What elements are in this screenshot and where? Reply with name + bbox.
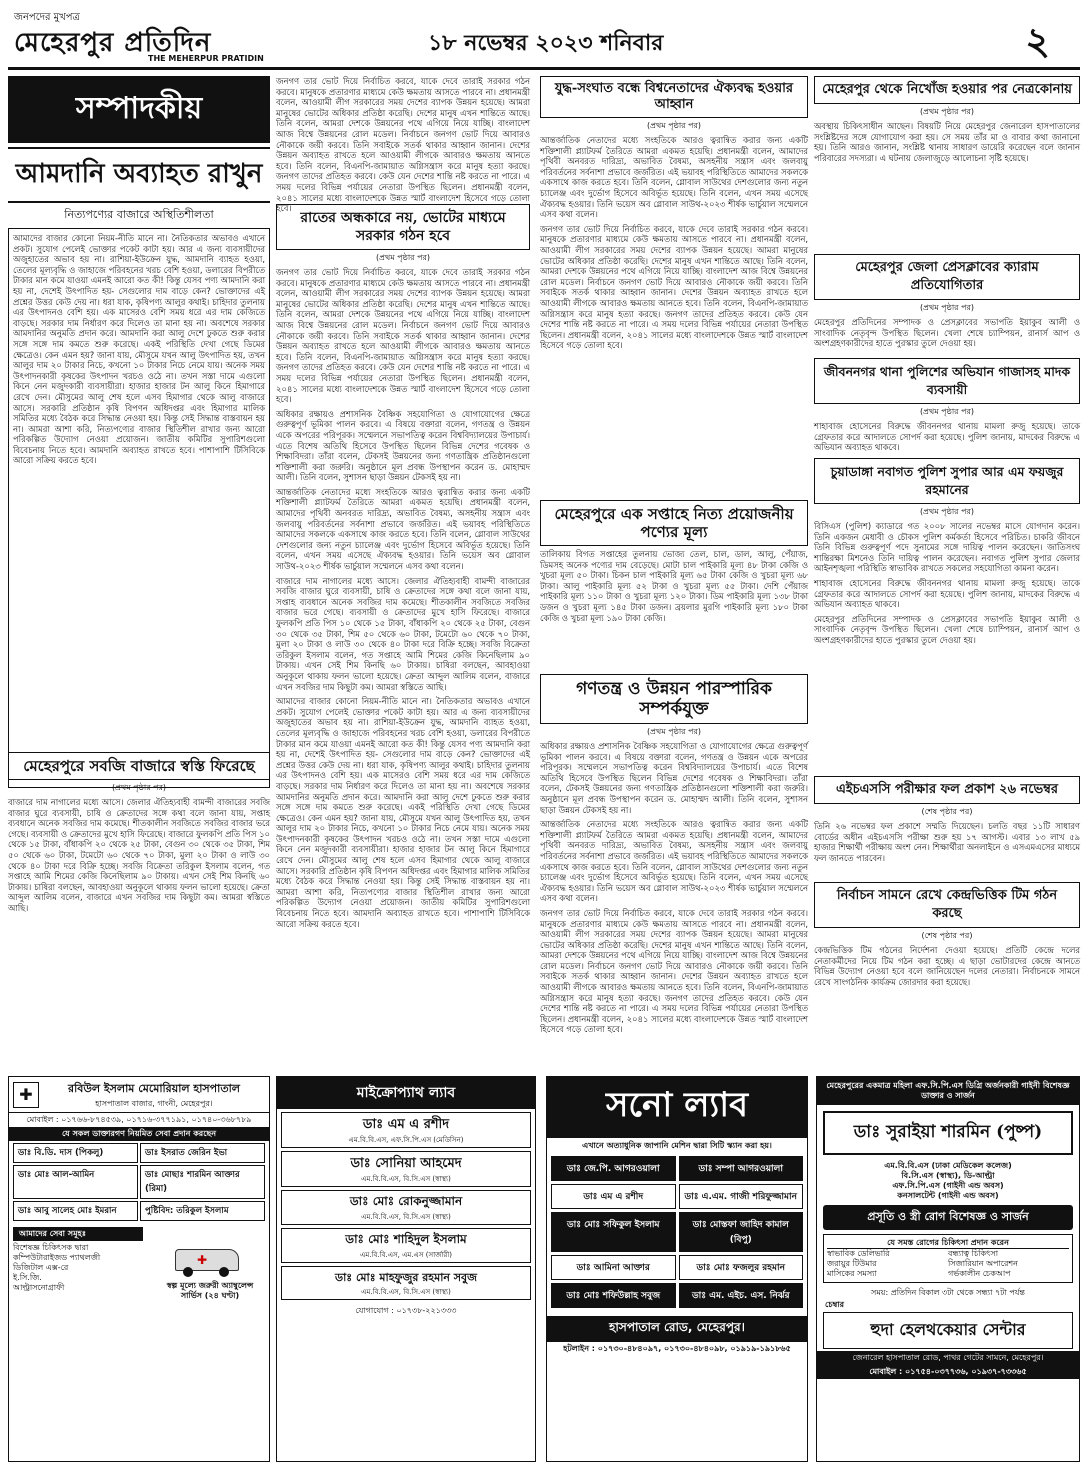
doctor-card: ডাঃ এম. এইচ. এস. নির্ঝর: [679, 1283, 804, 1308]
ad-our-services: আমাদের সেবা সমূহঃ: [13, 1227, 143, 1241]
doctor-card: ডাঃ মোঃ রোকনুজ্জামান এম.বি.বি.এস, বি.সি.এস (স্বাস্থ্য): [281, 1190, 531, 1225]
vegetable-body: বাজারে দাম নাগালের মধ্যে আসে। জেলার ঐতিহ্যবাহী বামন্দী বাজারের সবজি বাজার ঘুরে ব্যবসায়ী, চাষি ও ক্রেতাদের সঙ্গে কথা বলে জানা যায়, সপ্তাহ ব্যবধানে অনেক সবজির দাম কমেছে। শীতকালীন সবজিতে সবজির বাজার ভরে গেছে। ব্যবসায়ী ও ক্রেতাদের মুখে হাসি ফিরেছে। বাজারে ফুলকপি প্রতি পিস ১০ থেকে ১৫ টাকা, বাঁধাকপি ২০ থেকে ২৫ টাকা, বেগুন ৩০ থেকে ৩৫ টাকা, শিম ৫০ থেকে ৬০ টাকা, টমেটো ৬০ থেকে ৭০ টাকা, মুলা ২০ টাকা ও লাউ ৩০ থেকে ৪০ টাকা দরে বিক্রি হচ্ছে। সবজি বিক্রেতা তরিকুল ইসলাম বলেন, গত সপ্তাহে আমি শিমের কেজি কিনেছিলাম ৯০ টাকায়। এখন সেই শিম কিনছি ৬০ টাকায়। চাষিরা বলছেন, আবহাওয়া অনুকূলে থাকায় ফলন ভালো হয়েছে। ক্রেতা আব্দুল আলিম বলেন, বাজারে এখন সবজির দাম কিছুটা কম। আমরা স্বস্তিতে আছি।: [8, 797, 270, 913]
doctor-degree: বি.সি.এস (স্বাস্থ্য), ডি-আল্ট্রা: [901, 1171, 995, 1180]
war-body: আন্তর্জাতিক নেতাদের মধ্যে সংহতিকে আরও ত্বরান্বিত করার জন্য একটি শক্তিশালী প্ল্যাটফর্ম তৈরিতে আমরা একমত হয়েছি। প্রধানমন্ত্রী বলেন, আমাদের পৃথিবী অনবরত দারিদ্র্য, অভাবিত বৈষম্য, অসহনীয় সন্ত্রাস এবং জলবায়ু পরিবর্তনের সর্বনাশা প্রভাবে জর্জরিত। এই ভয়াবহ পরিস্থিতিতে আমাদের সকলকে একসাথে কাজ করতে হবে। তিনি বলেন, গ্লোবাল সাউথের দেশগুলোর জন্য নতুন চ্যালেঞ্জ এবং দুর্ভোগ হিসেবে অবির্ভূত হয়েছে। তিনি বলেন, এখন সময় এসেছে ঐক্যবদ্ধ হওয়ার। তিনি ভয়েস অব গ্লোবাল সাউথ-২০২৩ শীর্ষক ভার্চুয়াল সম্মেলনে এসব কথা বলেন।: [540, 135, 808, 220]
ambulance-text: স্বল্প মূল্যে জরুরী অ্যাম্বুলেন্স সার্ভিস (২৪ ঘণ্টা): [166, 1281, 254, 1300]
ad-rabiul-hospital: [8, 1076, 270, 1462]
doctor-card: ডাঃ সোনিয়া আহমেদ এম.বি.বি.এস, বি.সি.এস (স্বাস্থ্য): [281, 1151, 531, 1187]
night-body-4: বাজারে দাম নাগালের মধ্যে আসে। জেলার ঐতিহ্যবাহী বামন্দী বাজারের সবজি বাজার ঘুরে ব্যবসায়ী, চাষি ও ক্রেতাদের সঙ্গে কথা বলে জানা যায়, সপ্তাহ ব্যবধানে অনেক সবজির দাম কমেছে। শীতকালীন সবজিতে সবজির বাজার ভরে গেছে। ব্যবসায়ী ও ক্রেতাদের মুখে হাসি ফিরেছে। বাজারে ফুলকপি প্রতি পিস ১০ থেকে ১৫ টাকা, বাঁধাকপি ২০ থেকে ২৫ টাকা, বেগুন ৩০ থেকে ৩৫ টাকা, শিম ৫০ থেকে ৬০ টাকা, টমেটো ৬০ থেকে ৭০ টাকা, মুলা ২০ টাকা ও লাউ ৩০ থেকে ৪০ টাকা দরে বিক্রি হচ্ছে। সবজি বিক্রেতা তরিকুল ইসলাম বলেন, গত সপ্তাহে আমি শিমের কেজি কিনেছিলাম ৯০ টাকায়। এখন সেই শিম কিনছি ৬০ টাকায়। চাষিরা বলছেন, আবহাওয়া অনুকূলে থাকায় ফলন ভালো হয়েছে। ক্রেতা আব্দুল আলিম বলেন, বাজারে এখন সবজির দাম কিছুটা কম। আমরা স্বস্তিতে আছি।: [276, 575, 530, 692]
election-news: [814, 882, 1080, 1070]
war-news: [540, 76, 808, 496]
vegetable-headline: মেহেরপুরে সবজি বাজারে স্বস্তি ফিরেছে: [8, 752, 270, 780]
ad-phone: মোবাইল : ০১৭৫৪-০৩৭৭৩৬, ০১৯৩৭-৭৩৩৬৫: [817, 1365, 1079, 1379]
ad-micropath-lab: [276, 1076, 536, 1462]
editorial-subhead: নিত্যপণ্যের বাজারে অস্থিতিশীলতা: [64, 208, 214, 221]
election-body: কেন্দ্রভিত্তিক টিম গঠনের নির্দেশনা দেওয়া হয়েছে। প্রতিটি কেন্দ্রে দলের নেতাকর্মীদের নিয়ে টিম গঠন করা হচ্ছে। এ ছাড়া ভোটারদের কেন্দ্রে আনতে বিভিন্ন উদ্যোগ নেওয়া হবে বলে জানিয়েছেন দলের নেতারা। নির্বাচনকে সামনে রেখে সাংগঠনিক কার্যক্রম জোরদার করা হয়েছে।: [814, 945, 1080, 987]
doctor-card: পুষ্টিবিদ: তরিকুল ইসলাম: [140, 1201, 265, 1221]
editorial-column: [8, 76, 270, 746]
sp-body: বিসিএস (পুলিশ) ক্যাডারে গত ২০০৮ সালের নভেম্বর মাসে যোগদান করেন। তিনি একজন মেধাবী ও চৌকস পুলিশ কর্মকর্তা হিসেবে পরিচিত। চাকরি জীবনে তিনি বিভিন্ন গুরুত্বপূর্ণ পদে সুনামের সঙ্গে দায়িত্ব পালন করেছেন। জাতিসংঘ শান্তিরক্ষা মিশনেও তিনি দায়িত্ব পালন করেছেন। নবাগত পুলিশ সুপার জেলার আইনশৃঙ্খলা পরিস্থিতি স্বাভাবিক রাখতে সকলের সহযোগিতা কামনা করেন।: [814, 521, 1080, 574]
editorial-banner: সম্পাদকীয়: [8, 76, 270, 143]
ad-intro: মেহেরপুরের একমাত্র মহিলা এফ.সি.পি.এস ডিগ্রি অর্জনকারী গাইনী বিশেষজ্ঞ ডাক্তার ও সার্জন: [817, 1077, 1079, 1105]
editorial-headline: আমদানি অব্যাহত রাখুন: [8, 147, 270, 203]
continued-label: (প্রথম পৃষ্ঠার পর): [646, 727, 702, 736]
carrom-news: [814, 254, 1080, 354]
price-body: তালিকায় বিগত সপ্তাহের তুলনায় ভোজ্য তেল, চাল, ডাল, আলু, পেঁয়াজ, ডিমসহ অনেক পণ্যের দাম বেড়েছে। মোটা চাল পাইকারি মূল্য ৪৮ টাকা কেজি ও খুচরা মূল্য ৫০ টাকা। চিকন চাল পাইকারি মূল্য ৬৫ টাকা কেজি ও খুচরা মূল্য ৬৮ টাকা। আলু পাইকারি মূল্য ৫২ টাকা ও খুচরা মূল্য ৫৫ টাকা। দেশি পেঁয়াজ পাইকারি মূল্য ১১০ টাকা ও খুচরা মূল্য ১২০ টাকা। ডিম পাইকারি মূল্য ১৩৮ টাকা ডজন ও খুচরা মূল্য ১৪৫ টাকা ডজন। ব্রয়লার মুরগি পাইকারি মূল্য ১৮০ টাকা কেজি ও খুচরা মূল্য ১৯০ টাকা কেজি।: [540, 549, 808, 623]
doctor-card: ডাঃ জে.পি. আগরওয়ালা: [551, 1156, 676, 1181]
police-body: শাহাবাজ হোসেনের বিরুদ্ধে জীবননগর থানায় মামলা রুজু হয়েছে। তাকে গ্রেফতার করে আদালতে সোপর্দ করা হয়েছে। পুলিশ জানায়, মাদকের বিরুদ্ধে এ অভিযান অব্যাহত থাকবে।: [814, 421, 1080, 453]
missing-body: অবস্থায় চিকিৎসাধীন আছেন। বিষয়টি নিয়ে মেহেরপুর জেনারেল হাসপাতালের সংশ্লিষ্টদের সঙ্গে যোগাযোগ করা হয়। সে সময় তাঁর মা ও বাবার কথা জানানো হয়। তিনি আরও জানান, সংশ্লিষ্ট থানায় সাধারণ ডায়েরি করেছেন বলে জানান পরিবারের সদস্যরা। এ ঘটনায় জেলাজুড়ে আলোচনা সৃষ্টি হয়েছে।: [814, 121, 1080, 163]
doctor-card: ডাঃ মোঃ আল-আমিন: [13, 1165, 138, 1199]
ad-address: জেনারেল হাসপাতাল রোড, পাথর গেটের সামনে, মেহেরপুর।: [817, 1351, 1079, 1365]
ad-sono-lab: [546, 1076, 808, 1462]
democracy-body: অধিকার রক্ষায়ও প্রশাসনিক বৈষ্ণিক সহযোগিতা ও যোগাযোগের ক্ষেত্রে গুরুত্বপূর্ণ ভূমিকা পালন করবে। এ বিষয়ে বক্তারা বলেন, গণতন্ত্র ও উন্নয়ন একে অপরের পরিপূরক। সম্মেলনে সভাপতিত্ব করেন বিশ্ববিদ্যালয়ের উপাচার্য। এতে বিশেষ অতিথি হিসেবে উপস্থিত ছিলেন বিভিন্ন দেশের গবেষক ও শিক্ষাবিদরা। তাঁরা বলেন, টেকসই উন্নয়নের জন্য গণতান্ত্রিক প্রতিষ্ঠানগুলো শক্তিশালী করা জরুরি। অনুষ্ঠানে মূল প্রবন্ধ উপস্থাপন করেন ড. মোহাম্মদ আলী। তিনি বলেন, সুশাসন ছাড়া উন্নয়ন টেকসই হয় না।: [540, 741, 808, 815]
service-item: ডিজিটাল এক্স-রে: [13, 1263, 69, 1272]
center-name: হুদা হেলথকেয়ার সেন্টার: [823, 1312, 1073, 1349]
doctor-degree: এম.বি.বি.এস (ঢাকা মেডিকেল কলেজ): [884, 1161, 1012, 1170]
ad-services-heading: যে সকল ডাক্তারগণ নিয়মিত সেবা প্রদান করছেন: [9, 1127, 269, 1141]
police-headline: জীবননগর থানা পুলিশের অভিযান গাজাসহ মাদক ব্যবসায়ী: [814, 358, 1080, 404]
carrom-body: মেহেরপুর প্রতিদিনের সম্পাদক ও প্রেসক্লাবের সভাপতি ইয়াকুব আলী ও সাংবাদিক নেতৃবৃন্দ উপস্থিত ছিলেন। খেলা শেষে চ্যাম্পিয়ন, রানার্স আপ ও অংশগ্রহণকারীদের হাতে পুরস্কার তুলে দেওয়া হয়।: [814, 317, 1080, 349]
continued-label: (প্রথম পৃষ্ঠার পর): [919, 107, 975, 116]
service-item: আল্ট্রাসনোগ্রাফী: [13, 1283, 65, 1292]
ad-address: হাসপাতাল রোড, মেহেরপুর।: [547, 1316, 807, 1342]
night-body-3: আন্তর্জাতিক নেতাদের মধ্যে সংহতিকে আরও ত্বরান্বিত করার জন্য একটি শক্তিশালী প্ল্যাটফর্ম তৈরিতে আমরা একমত হয়েছি। প্রধানমন্ত্রী বলেন, আমাদের পৃথিবী অনবরত দারিদ্র্য, অভাবিত বৈষম্য, অসহনীয় সন্ত্রাস এবং জলবায়ু পরিবর্তনের সর্বনাশা প্রভাবে জর্জরিত। এই ভয়াবহ পরিস্থিতিতে আমাদের সকলকে একসাথে কাজ করতে হবে। তিনি বলেন, গ্লোবাল সাউথের দেশগুলোর জন্য নতুন চ্যালেঞ্জ এবং দুর্ভোগ হিসেবে অবির্ভূত হয়েছে। তিনি বলেন, এখন সময় এসেছে ঐক্যবদ্ধ হওয়ার। তিনি ভয়েস অব গ্লোবাল সাউথ-২০২৩ শীর্ষক ভার্চুয়াল সম্মেলনে এসব কথা বলেন।: [276, 486, 530, 572]
timing: সময়: প্রতিদিন বিকাল ৩টা থেকে সন্ধ্যা ৭টা পর্যন্ত: [871, 1288, 1025, 1297]
war-headline: যুদ্ধ-সংঘাত বন্ধে বিশ্বনেতাদের ঐক্যবদ্ধ হওয়ার আহ্বান: [540, 76, 808, 118]
police-news: [814, 358, 1080, 454]
ad-title: রবিউল ইসলাম মেমোরিয়াল হাসপাতাল: [68, 1082, 240, 1095]
democracy-headline: গণতন্ত্র ও উন্নয়ন পারস্পারিক সম্পর্কযুক্ত: [540, 674, 808, 724]
masthead-tagline: জনপদের মুখপত্র: [14, 12, 80, 23]
sp-body-2: শাহাবাজ হোসেনের বিরুদ্ধে জীবননগর থানায় মামলা রুজু হয়েছে। তাকে গ্রেফতার করে আদালতে সোপর্দ করা হয়েছে। পুলিশ জানায়, মাদকের বিরুদ্ধে এ অভিযান অব্যাহত থাকবে।: [814, 577, 1080, 610]
service-item: বিশেষজ্ঞ চিকিৎসক দ্বারা: [13, 1243, 89, 1252]
night-body-5: আমাদের বাজার কোনো নিয়ম-নীতি মানে না। নৈতিকতার অভাবও এখানে প্রকট। সুযোগ পেলেই ভোক্তার পকেট কাটা হয়। আর এ জন্য ব্যবসায়ীদের অজুহাতের অভাব হয় না। রাশিয়া-ইউক্রেন যুদ্ধ, আমদানি ব্যাহত হওয়া, তেলের মূল্যবৃদ্ধি ও জাহাজে পরিবহনের খরচ বেশি হওয়া, ডলারের বিপরীতে টাকার মান কমে যাওয়া এমনই আরো কত কী! কিন্তু যেসব পণ্য আমদানি করা হয় না, দেশেই উৎপাদিত হয়- সেগুলোর দাম বাড়ে কেন? ভোক্তাদের এই প্রশ্নের উত্তর কেউ দেয় না। ধরা যাক, কৃষিপণ্য আলুর কথাই। চাহিদার তুলনায় এর উৎপাদনও বেশি হয়। এক মাসেরও বেশি সময় ধরে এর দাম কেজিতে বাড়ছে। সরকার দাম নির্ধারণ করে দিলেও তা মানা হয় না। অবশেষে সরকার আমদানির অনুমতি প্রদান করে। আমদানি করা আলু দেশে ঢুকতে শুরু করার সঙ্গে সঙ্গে দাম কমতে শুরু করেছে। একই পরিস্থিতি দেখা গেছে ডিমের ক্ষেত্রেও। কেন এমন হয়? জানা যায়, মৌসুমে যখন আলু উৎপাদিত হয়, তখন আলুর দাম ২০ টাকার নিচে, কখনো ১০ টাকার নিচে নেমে যায়। অনেক সময় উৎপাদনকারী কৃষকের উৎপাদন খরচও ওঠে না। তখন সস্তা দামে এগুলো কিনে নেন মজুদকারী ব্যবসায়ীরা। হাজার হাজার টন আলু কিনে হিমাগারে রেখে দেন। মৌসুমের আলু শেষ হলে এসব হিমাগার থেকে আলু বাজারে আসে। সরকারি প্রতিষ্ঠান কৃষি বিপণন অধিদপ্তর এবং হিমাগার মালিক সমিতির মধ্যে বৈঠক করে সিদ্ধান্ত নেওয়া হয়। কিন্তু সেই সিদ্ধান্ত বাস্তবায়ন হয় না। আমরা আশা করি, নিত্যপণ্যের বাজার স্থিতিশীল রাখার জন্য আরো পরিকল্পিত উদ্যোগ নেওয়া প্রয়োজন। জাতীয় কমিটির সুপারিশগুলো বিবেচনায় নিতে হবে। আমদানি অব্যাহত রাখতে হবে। পাশাপাশি টিসিবিকে আরো সক্রিয় করতে হবে।: [276, 696, 530, 929]
doctor-card: ডাঃ মোঃ মাহফুজুর রহমান সবুজ এম.বি.বি.এস, বি.সি.এস (স্বাস্থ্য): [281, 1266, 531, 1300]
newspaper-title-en: THE MEHERPUR PRATIDIN: [148, 54, 264, 63]
democracy-news: [540, 674, 808, 1070]
continued-label: (প্রথম পৃষ্ঠার পর): [919, 407, 975, 416]
newspaper-title: মেহেরপুর প্রতিদিন: [14, 28, 212, 58]
sp-body-3: মেহেরপুর প্রতিদিনের সম্পাদক ও প্রেসক্লাবের সভাপতি ইয়াকুব আলী ও সাংবাদিক নেতৃবৃন্দ উপস্থিত ছিলেন। খেলা শেষে চ্যাম্পিয়ন, রানার্স আপ ও অংশগ্রহণকারীদের হাতে পুরস্কার তুলে দেওয়া হয়।: [814, 613, 1080, 645]
election-headline: নির্বাচন সামনে রেখে কেন্দ্রভিত্তিক টিম গঠন করছে: [814, 882, 1080, 928]
ad-phone: হটলাইন : ০১৭৩০-৪৮৪০৯৭, ০১৭৩০-৪৮৪০৯৮, ০১৯১৯-১৯১৮৬৫: [563, 1344, 791, 1353]
ambulance-icon: ✚: [175, 1243, 245, 1277]
doctor-degree: কনসালটেন্ট (গাইনী এন্ড অবস): [897, 1191, 999, 1200]
doctor-card: ডাঃ আমিনা আক্তার: [551, 1255, 676, 1280]
vegetable-news: [8, 752, 270, 1070]
doctor-card: ডাঃ মোছাঃ শারমিন আক্তার (রিমা): [140, 1165, 265, 1199]
doctor-name: ডাঃ সুরাইয়া শারমিন (পুষ্প): [823, 1111, 1073, 1155]
ad-header: [9, 1077, 269, 1113]
service-item: মাসিকের সমস্যা: [827, 1269, 877, 1278]
chamber-label: চেম্বার: [825, 1300, 844, 1309]
ad-phone: মোবাইল : ০১৭৬৬-৮৭৪৫৩৯, ০১৭১৬-৩৭৭১৯১, ০১৭৪০-৩৬৮৭৮৯: [26, 1115, 252, 1124]
doctor-card: ডাঃ মোঃ শাহিদুল ইসলাম এম.বি.বি.এস, এম.এস (সার্জারী): [281, 1228, 531, 1263]
continued-label: (প্রথম পৃষ্ঠার পর): [646, 121, 702, 130]
doctor-card: ডাঃ মোঃ শফিউল্লাহ সবুজ: [551, 1283, 676, 1308]
price-headline: মেহেরপুরে এক সপ্তাহে নিত্য প্রয়োজনীয় পণ্যের মূল্য: [540, 500, 808, 546]
doctor-card: ডাঃ এ.এম. গাজী শরিফুজ্জামান: [679, 1184, 804, 1209]
doctor-card: ডাঃ বি.ডি. দাস (পিকলু): [13, 1143, 138, 1163]
hsc-news: [814, 776, 1080, 878]
democracy-body-2: আন্তর্জাতিক নেতাদের মধ্যে সংহতিকে আরও ত্বরান্বিত করার জন্য একটি শক্তিশালী প্ল্যাটফর্ম তৈরিতে আমরা একমত হয়েছি। প্রধানমন্ত্রী বলেন, আমাদের পৃথিবী অনবরত দারিদ্র্য, অভাবিত বৈষম্য, অসহনীয় সন্ত্রাস এবং জলবায়ু পরিবর্তনের সর্বনাশা প্রভাবে জর্জরিত। এই ভয়াবহ পরিস্থিতিতে আমাদের সকলকে একসাথে কাজ করতে হবে। তিনি বলেন, গ্লোবাল সাউথের দেশগুলোর জন্য নতুন চ্যালেঞ্জ এবং দুর্ভোগ হিসেবে অবির্ভূত হয়েছে। তিনি বলেন, এখন সময় এসেছে ঐক্যবদ্ধ হওয়ার। তিনি ভয়েস অব গ্লোবাল সাউথ-২০২৩ শীর্ষক ভার্চুয়াল সম্মেলনে এসব কথা বলেন।: [540, 819, 808, 904]
missing-news: [814, 76, 1080, 250]
specialty-banner: প্রসূতি ও স্ত্রী রোগ বিশেষজ্ঞ ও সার্জন: [823, 1205, 1073, 1230]
democracy-body-3: জনগণ তার ভোট দিয়ে নির্বাচিত করবে, যাকে দেবে তারাই সরকার গঠন করবে। মানুষকে প্রতারণার মাধ্যমে কেউ ক্ষমতায় আসতে পারবে না। প্রধানমন্ত্রী বলেন, আওয়ামী লীগ সরকারের সময় দেশের ব্যাপক উন্নয়ন হয়েছে। আমরা মানুষের ভোটের অধিকার প্রতিষ্ঠা করেছি। দেশের মানুষ এখন শান্তিতে আছে। তিনি বলেন, আমরা দেশকে উন্নয়নের পথে এগিয়ে নিয়ে যাচ্ছি। বাংলাদেশ আজ বিশ্বে উন্নয়নের রোল মডেল। নির্বাচনে জনগণ ভোট দিয়ে আবারও নৌকাকে জয়ী করবে। তিনি সবাইকে সতর্ক থাকার আহ্বান জানান। দেশের উন্নয়ন অব্যাহত রাখতে হলে আওয়ামী লীগকে আবারও ক্ষমতায় আনতে হবে। তিনি বলেন, বিএনপি-জামায়াত অগ্নিসন্ত্রাস করে মানুষ হত্যা করছে। জনগণ তাদের প্রতিহত করবে। কেউ যেন দেশের শান্তি নষ্ট করতে না পারে। এ সময় দলের বিভিন্ন পর্যায়ের নেতারা উপস্থিত ছিলেন। প্রধানমন্ত্রী বলেন, ২০৪১ সালের মধ্যে বাংলাদেশকে উন্নত স্মার্ট বাংলাদেশ হিসেবে গড়ে তোলা হবে।: [540, 907, 808, 1035]
continued-label: (প্রথম পৃষ্ঠার পর): [375, 253, 431, 262]
hospital-cross-icon: ✚: [13, 1082, 39, 1108]
issue-date: ১৮ নভেম্বর ২০২৩ শনিবার: [428, 31, 664, 56]
sp-headline: চুয়াডাঙ্গা নবাগত পুলিশ সুপার আর এম ফয়জুর রহমানের: [814, 458, 1080, 504]
ad-huda-healthcare: [816, 1076, 1080, 1462]
doctor-card: ডাঃ ইসরাত জেরিন ইভা: [140, 1143, 265, 1163]
night-body-2: অধিকার রক্ষায়ও প্রশাসনিক বৈষ্ণিক সহযোগিতা ও যোগাযোগের ক্ষেত্রে গুরুত্বপূর্ণ ভূমিকা পালন করবে। এ বিষয়ে বক্তারা বলেন, গণতন্ত্র ও উন্নয়ন একে অপরের পরিপূরক। সম্মেলনে সভাপতিত্ব করেন বিশ্ববিদ্যালয়ের উপাচার্য। এতে বিশেষ অতিথি হিসেবে উপস্থিত ছিলেন বিভিন্ন দেশের গবেষক ও শিক্ষাবিদরা। তাঁরা বলেন, টেকসই উন্নয়নের জন্য গণতান্ত্রিক প্রতিষ্ঠানগুলো শক্তিশালী করা জরুরি। অনুষ্ঠানে মূল প্রবন্ধ উপস্থাপন করেন ড. মোহাম্মদ আলী। তিনি বলেন, সুশাসন ছাড়া উন্নয়ন টেকসই হয় না।: [276, 408, 530, 483]
ad-phone: যোগাযোগ : ০১৭৩৮-২২১৩৩৩: [355, 1306, 457, 1315]
service-item: কম্পিউটারাইজড প্যাথলজী: [13, 1253, 101, 1262]
service-item: বন্ধ্যাত্ব চিকিৎসা: [948, 1249, 999, 1258]
doctor-card: ডাঃ সম্পা আগরওয়ালা: [679, 1156, 804, 1181]
col2-top-text: [276, 76, 530, 214]
col2-top-body: জনগণ তার ভোট দিয়ে নির্বাচিত করবে, যাকে দেবে তারাই সরকার গঠন করবে। মানুষকে প্রতারণার মাধ্যমে কেউ ক্ষমতায় আসতে পারবে না। প্রধানমন্ত্রী বলেন, আওয়ামী লীগ সরকারের সময় দেশের ব্যাপক উন্নয়ন হয়েছে। আমরা মানুষের ভোটের অধিকার প্রতিষ্ঠা করেছি। দেশের মানুষ এখন শান্তিতে আছে। তিনি বলেন, আমরা দেশকে উন্নয়নের পথে এগিয়ে নিয়ে যাচ্ছি। বাংলাদেশ আজ বিশ্বে উন্নয়নের রোল মডেল। নির্বাচনে জনগণ ভোট দিয়ে আবারও নৌকাকে জয়ী করবে। তিনি সবাইকে সতর্ক থাকার আহ্বান জানান। দেশের উন্নয়ন অব্যাহত রাখতে হলে আওয়ামী লীগকে আবারও ক্ষমতায় আনতে হবে। তিনি বলেন, বিএনপি-জামায়াত অগ্নিসন্ত্রাস করে মানুষ হত্যা করছে। জনগণ তাদের প্রতিহত করবে। কেউ যেন দেশের শান্তি নষ্ট করতে না পারে। এ সময় দলের বিভিন্ন পর্যায়ের নেতারা উপস্থিত ছিলেন। প্রধানমন্ত্রী বলেন, ২০৪১ সালের মধ্যে বাংলাদেশকে উন্নত স্মার্ট বাংলাদেশ হিসেবে গড়ে তোলা হবে।: [276, 76, 530, 214]
price-news: [540, 500, 808, 670]
service-item: ই.সি.জি.: [13, 1273, 42, 1282]
service-item: জরায়ুর টিউমার: [827, 1259, 877, 1268]
night-headline: রাতের অন্ধকারে নয়, ভোটের মাধ্যমে সরকার গঠন হবে: [276, 204, 530, 250]
war-body-2: জনগণ তার ভোট দিয়ে নির্বাচিত করবে, যাকে দেবে তারাই সরকার গঠন করবে। মানুষকে প্রতারণার মাধ্যমে কেউ ক্ষমতায় আসতে পারবে না। প্রধানমন্ত্রী বলেন, আওয়ামী লীগ সরকারের সময় দেশের ব্যাপক উন্নয়ন হয়েছে। আমরা মানুষের ভোটের অধিকার প্রতিষ্ঠা করেছি। দেশের মানুষ এখন শান্তিতে আছে। তিনি বলেন, আমরা দেশকে উন্নয়নের পথে এগিয়ে নিয়ে যাচ্ছি। বাংলাদেশ আজ বিশ্বে উন্নয়নের রোল মডেল। নির্বাচনে জনগণ ভোট দিয়ে আবারও নৌকাকে জয়ী করবে। তিনি সবাইকে সতর্ক থাকার আহ্বান জানান। দেশের উন্নয়ন অব্যাহত রাখতে হলে আওয়ামী লীগকে আবারও ক্ষমতায় আনতে হবে। তিনি বলেন, বিএনপি-জামায়াত অগ্নিসন্ত্রাস করে মানুষ হত্যা করছে। জনগণ তাদের প্রতিহত করবে। কেউ যেন দেশের শান্তি নষ্ট করতে না পারে। এ সময় দলের বিভিন্ন পর্যায়ের নেতারা উপস্থিত ছিলেন। প্রধানমন্ত্রী বলেন, ২০৪১ সালের মধ্যে বাংলাদেশকে উন্নত স্মার্ট বাংলাদেশ হিসেবে গড়ে তোলা হবে।: [540, 223, 808, 351]
service-item: স্বাভাবিক ডেলিভারি: [827, 1249, 890, 1258]
doctor-card: ডাঃ মোঃ সফিকুল ইসলাম: [551, 1212, 676, 1252]
masthead: [8, 8, 1080, 70]
service-item: সিজারিয়ান অপারেশন: [948, 1259, 1018, 1268]
editorial-body: আমাদের বাজার কোনো নিয়ম-নীতি মানে না। নৈতিকতার অভাবও এখানে প্রকট। সুযোগ পেলেই ভোক্তার পকেট কাটা হয়। আর এ জন্য ব্যবসায়ীদের অজুহাতের অভাব হয় না। রাশিয়া-ইউক্রেন যুদ্ধ, আমদানি ব্যাহত হওয়া, তেলের মূল্যবৃদ্ধি ও জাহাজে পরিবহনের খরচ বেশি হওয়া, ডলারের বিপরীতে টাকার মান কমে যাওয়া এমনই আরো কত কী! কিন্তু যেসব পণ্য আমদানি করা হয় না, দেশেই উৎপাদিত হয়- সেগুলোর দাম বাড়ে কেন? ভোক্তাদের এই প্রশ্নের উত্তর কেউ দেয় না। ধরা যাক, কৃষিপণ্য আলুর কথাই। চাহিদার তুলনায় এর উৎপাদনও বেশি হয়। এক মাসেরও বেশি সময় ধরে এর দাম কেজিতে বাড়ছে। সরকার দাম নির্ধারণ করে দিলেও তা মানা হয় না। অবশেষে সরকার আমদানির অনুমতি প্রদান করে। আমদানি করা আলু দেশে ঢুকতে শুরু করার সঙ্গে সঙ্গে দাম কমতে শুরু করেছে। একই পরিস্থিতি দেখা গেছে ডিমের ক্ষেত্রেও। কেন এমন হয়? জানা যায়, মৌসুমে যখন আলু উৎপাদিত হয়, তখন আলুর দাম ২০ টাকার নিচে, কখনো ১০ টাকার নিচে নেমে যায়। অনেক সময় উৎপাদনকারী কৃষকের উৎপাদন খরচও ওঠে না। তখন সস্তা দামে এগুলো কিনে নেন মজুদকারী ব্যবসায়ীরা। হাজার হাজার টন আলু কিনে হিমাগারে রেখে দেন। মৌসুমের আলু শেষ হলে এসব হিমাগার থেকে আলু বাজারে আসে। সরকারি প্রতিষ্ঠান কৃষি বিপণন অধিদপ্তর এবং হিমাগার মালিক সমিতির মধ্যে বৈঠক করে সিদ্ধান্ত নেওয়া হয়। কিন্তু সেই সিদ্ধান্ত বাস্তবায়ন হয় না। আমরা আশা করি, নিত্যপণ্যের বাজার স্থিতিশীল রাখার জন্য আরো পরিকল্পিত উদ্যোগ নেওয়া প্রয়োজন। জাতীয় কমিটির সুপারিশগুলো বিবেচনায় নিতে হবে। আমদানি অব্যাহত রাখতে হবে। পাশাপাশি টিসিবিকে আরো সক্রিয় করতে হবে।: [8, 228, 270, 788]
missing-headline: মেহেরপুর থেকে নিখোঁজ হওয়ার পর নেত্রকোনায়: [814, 76, 1080, 104]
carrom-headline: মেহেরপুর জেলা প্রেসক্লাবের ক্যারাম প্রতিযোগিতার: [814, 254, 1080, 300]
ad-title: সনো ল্যাব: [547, 1077, 807, 1138]
doctor-card: ডাঃ এম এ রশীদ: [551, 1184, 676, 1209]
doctor-card: ডাঃ মোস্তফা জাহিদ কামাল (বিপু): [679, 1212, 804, 1252]
continued-label: (প্রথম পৃষ্ঠার পর): [111, 783, 167, 792]
doctor-card: ডাঃ আবু সালেহ মোঃ ইমরান: [13, 1201, 138, 1221]
continued-label: (প্রথম পৃষ্ঠার পর): [919, 303, 975, 312]
doctor-card: ডাঃ এম এ রশীদ এম.বি.বি.এস, এফ.সি.পি.এস (মেডিসিন): [281, 1112, 531, 1148]
doctor-degree: এফ.সি.পি.এস (গাইনী এন্ড অবস): [892, 1181, 1004, 1190]
page-number: ২: [1025, 19, 1050, 63]
night-body: জনগণ তার ভোট দিয়ে নির্বাচিত করবে, যাকে দেবে তারাই সরকার গঠন করবে। মানুষকে প্রতারণার মাধ্যমে কেউ ক্ষমতায় আসতে পারবে না। প্রধানমন্ত্রী বলেন, আওয়ামী লীগ সরকারের সময় দেশের ব্যাপক উন্নয়ন হয়েছে। আমরা মানুষের ভোটের অধিকার প্রতিষ্ঠা করেছি। দেশের মানুষ এখন শান্তিতে আছে। তিনি বলেন, আমরা দেশকে উন্নয়নের পথে এগিয়ে নিয়ে যাচ্ছি। বাংলাদেশ আজ বিশ্বে উন্নয়নের রোল মডেল। নির্বাচনে জনগণ ভোট দিয়ে আবারও নৌকাকে জয়ী করবে। তিনি সবাইকে সতর্ক থাকার আহ্বান জানান। দেশের উন্নয়ন অব্যাহত রাখতে হলে আওয়ামী লীগকে আবারও ক্ষমতায় আনতে হবে। তিনি বলেন, বিএনপি-জামায়াত অগ্নিসন্ত্রাস করে মানুষ হত্যা করছে। জনগণ তাদের প্রতিহত করবে। কেউ যেন দেশের শান্তি নষ্ট করতে না পারে। এ সময় দলের বিভিন্ন পর্যায়ের নেতারা উপস্থিত ছিলেন। প্রধানমন্ত্রী বলেন, ২০৪১ সালের মধ্যে বাংলাদেশকে উন্নত স্মার্ট বাংলাদেশ হিসেবে গড়ে তোলা হবে।: [276, 267, 530, 405]
hsc-body: তিনি ২৬ নভেম্বর ফল প্রকাশে সম্মতি দিয়েছেন। চলতি বছর ১১টি সাধারণ বোর্ডের অধীন এইচএসসি পরীক্ষা শুরু হয় ১৭ আগস্ট। এবার ১৩ লাখ ৫৯ হাজার শিক্ষার্থী পরীক্ষায় অংশ নেন। শিক্ষার্থীরা অনলাইনে ও এসএমএসের মাধ্যমে ফল জানতে পারবেন।: [814, 821, 1080, 863]
sp-news: [814, 458, 1080, 772]
ad-title: মাইক্রোপ্যাথ ল্যাব: [277, 1077, 535, 1109]
night-news: [276, 204, 530, 1070]
continued-label: (শেষ পৃষ্ঠার পর): [921, 807, 973, 816]
doctor-card: ডাঃ মোঃ ফজলুর রহমান: [679, 1255, 804, 1280]
ad-tagline: এখানে অত্যাধুনিক জাপানি মেশিন দ্বারা সিটি স্ক্যান করা হয়।: [582, 1141, 772, 1150]
continued-label: (প্রথম পৃষ্ঠার পর): [919, 507, 975, 516]
ad-address: হাসপাতাল বাজার, গাংনী, মেহেরপুর।: [95, 1099, 213, 1108]
service-item: গর্ভকালীন চেকআপ: [948, 1269, 1011, 1278]
service-list: [13, 1243, 155, 1301]
continued-label: (শেষ পৃষ্ঠার পর): [921, 931, 973, 940]
hsc-headline: এইচএসসি পরীক্ষার ফল প্রকাশ ২৬ নভেম্বর: [814, 776, 1080, 804]
services-heading: যে সমস্ত রোগের চিকিৎসা প্রদান করেন: [827, 1238, 1069, 1249]
